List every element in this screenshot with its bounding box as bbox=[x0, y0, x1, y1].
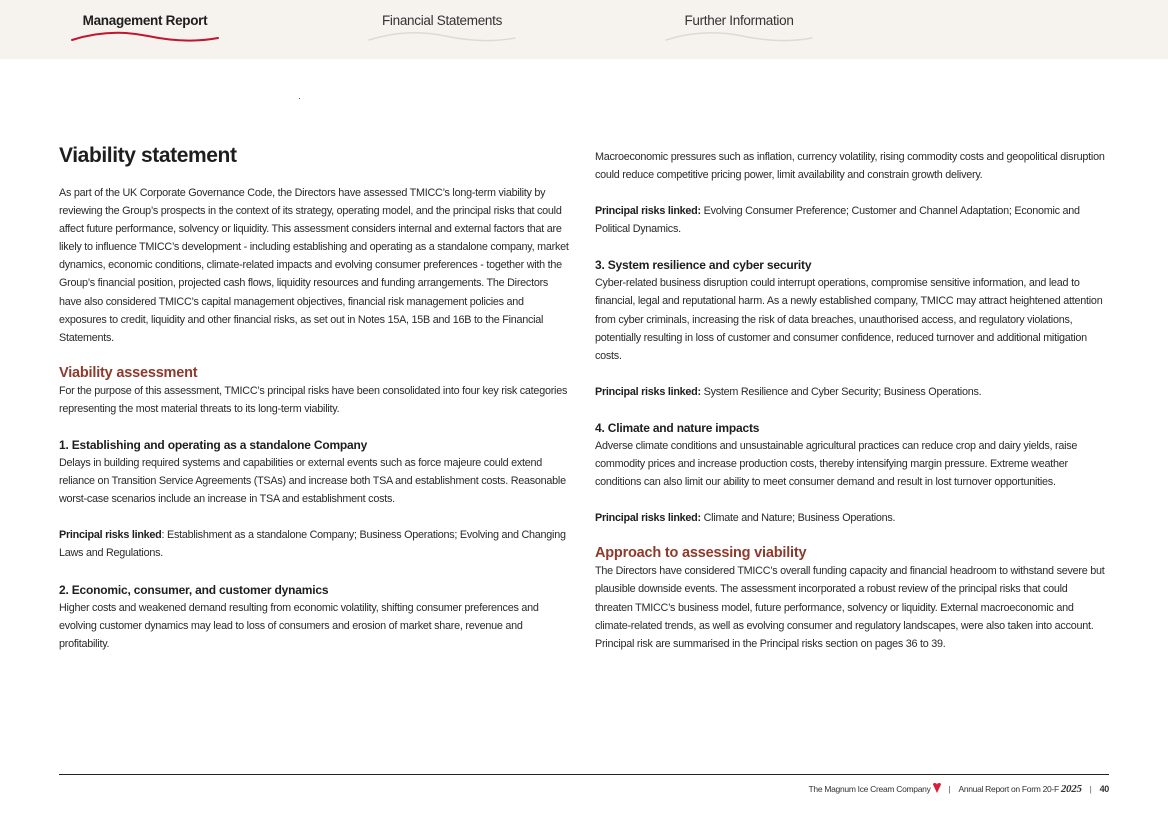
intro-paragraph: As part of the UK Corporate Governance Code, the Directors have assessed TMICC’s long-term viability by reviewing the Group’s prospects in the context of its strategy, operating model, and the principal risks that could affect future performance, solvency or liquidity. This assessment considers internal and external factors that are likely to influence TMICC’s development - including establishing and operating as a standalone company, market dynamics, economic conditions, climate-related impacts and evolving consumer preferences - together with the Group’s financial position, projected cash flows, liquidity resources and funding arrangements. The Directors have also considered TMICC’s capital management objectives, financial risk management policies and exposures to credit, liquidity and other financial risks, as set out in Notes 15A, 15B and 16B to the Financial Statements. bbox=[59, 187, 569, 344]
linked-label: Principal risks linked: bbox=[595, 512, 701, 525]
footer-year: 2025 bbox=[1060, 783, 1082, 795]
linked-label: Principal risks linked: bbox=[595, 385, 701, 398]
linked-text: Evolving Consumer Preference; Customer and Channel Adaptation; Economic and Political Dynamics. bbox=[595, 205, 1080, 236]
tab-label: Further Information bbox=[684, 13, 794, 28]
page-number: 40 bbox=[1099, 784, 1109, 794]
footer-company: The Magnum Ice Cream Company bbox=[808, 784, 931, 794]
stray-dot bbox=[299, 98, 300, 99]
viability-assessment-text: For the purpose of this assessment, TMICC’s principal risks have been consolidated into four key risk categories representing the most material threats to its long-term viability. bbox=[59, 384, 568, 415]
page-title: Viability statement bbox=[59, 144, 237, 167]
viability-assessment-heading: Viability assessment bbox=[59, 364, 198, 381]
left-column bbox=[59, 140, 571, 653]
linked-text: : Establishment as a standalone Company; Business Operations; Evolving and Changing Laws and Regulations. bbox=[59, 529, 566, 560]
tab-financial-statements[interactable] bbox=[367, 0, 517, 59]
risk-1-heading: 1. Establishing and operating as a standalone Company bbox=[59, 438, 368, 453]
footer-divider bbox=[59, 774, 1109, 775]
risk-4-heading: 4. Climate and nature impacts bbox=[595, 420, 760, 435]
linked-label: Principal risks linked bbox=[59, 529, 162, 542]
tab-management-report[interactable] bbox=[70, 0, 220, 59]
footer-separator: | bbox=[1089, 784, 1092, 794]
risk-4-text: Adverse climate conditions and unsustainable agricultural practices can reduce crop and dairy yields, raise commodity prices and increase production costs, thereby intensifying margin pressure. Extreme weather conditions can also limit our ability to meet consumer demand and result in lost turnover opportunities. bbox=[595, 439, 1078, 489]
tab-underline-swoosh-icon bbox=[367, 30, 517, 44]
footer-report: Annual Report on Form 20-F bbox=[958, 784, 1059, 794]
risk-3-text: Cyber-related business disruption could interrupt operations, compromise sensitive information, and lead to financial, legal and reputational harm. As a newly established company, TMICC may attract heightened attention from cyber criminals, increasing the risk of data breaches, unauthorised access, and regulatory violations, potentially resulting in loss of customer and consumer confidence, reduced turnover and additional mitigation costs. bbox=[595, 277, 1103, 362]
heart-logo-icon bbox=[933, 783, 941, 795]
risk-2-heading: 2. Economic, consumer, and customer dynamics bbox=[59, 582, 329, 597]
risk-2-text: Higher costs and weakened demand resulting from economic volatility, shifting consumer preferences and evolving customer dynamics may lead to loss of consumers and erosion of market share, revenue and profitability. bbox=[59, 601, 539, 650]
footer-separator: | bbox=[948, 784, 951, 794]
top-navigation bbox=[0, 0, 1168, 59]
linked-label: Principal risks linked: bbox=[595, 205, 701, 218]
risk-1-linked bbox=[59, 526, 571, 562]
tab-label: Management Report bbox=[82, 13, 208, 28]
tab-underline-swoosh-icon bbox=[70, 30, 220, 44]
risk-2-continued-text: Macroeconomic pressures such as inflation, currency volatility, rising commodity costs and geopolitical disruption could reduce competitive pricing power, limit availability and constrain growth delivery. bbox=[595, 151, 1105, 182]
approach-heading: Approach to assessing viability bbox=[595, 545, 807, 562]
footer bbox=[809, 783, 1109, 795]
tab-underline-swoosh-icon bbox=[664, 30, 814, 44]
linked-text: Climate and Nature; Business Operations. bbox=[700, 512, 896, 525]
tab-further-information[interactable] bbox=[664, 0, 814, 59]
risk-4-linked bbox=[595, 509, 1107, 527]
linked-text: System Resilience and Cyber Security; Business Operations. bbox=[700, 385, 982, 398]
tab-label: Financial Statements bbox=[381, 13, 503, 28]
risk-1-text: Delays in building required systems and capabilities or external events such as force majeure could extend reliance on Transition Service Agreements (TSAs) and increase both TSA and establishment costs. Reasonable worst-case scenarios include an increase in TSA and establishment costs. bbox=[59, 457, 566, 506]
right-column bbox=[595, 140, 1107, 653]
risk-3-heading: 3. System resilience and cyber security bbox=[595, 258, 812, 273]
risk-2-linked bbox=[595, 202, 1107, 238]
risk-3-linked bbox=[595, 383, 1107, 401]
approach-text: The Directors have considered TMICC’s overall funding capacity and financial headroom to withstand severe but plausible downside events. The assessment incorporated a robust review of the principal risks that could threaten TMICC’s business model, future performance, solvency or liquidity. External macroeconomic and climate-related trends, as well as evolving consumer and regulatory landscapes, were also taken into account. Principal risk are summarised in the Principal risks section on pages 36 to 39. bbox=[595, 565, 1105, 650]
